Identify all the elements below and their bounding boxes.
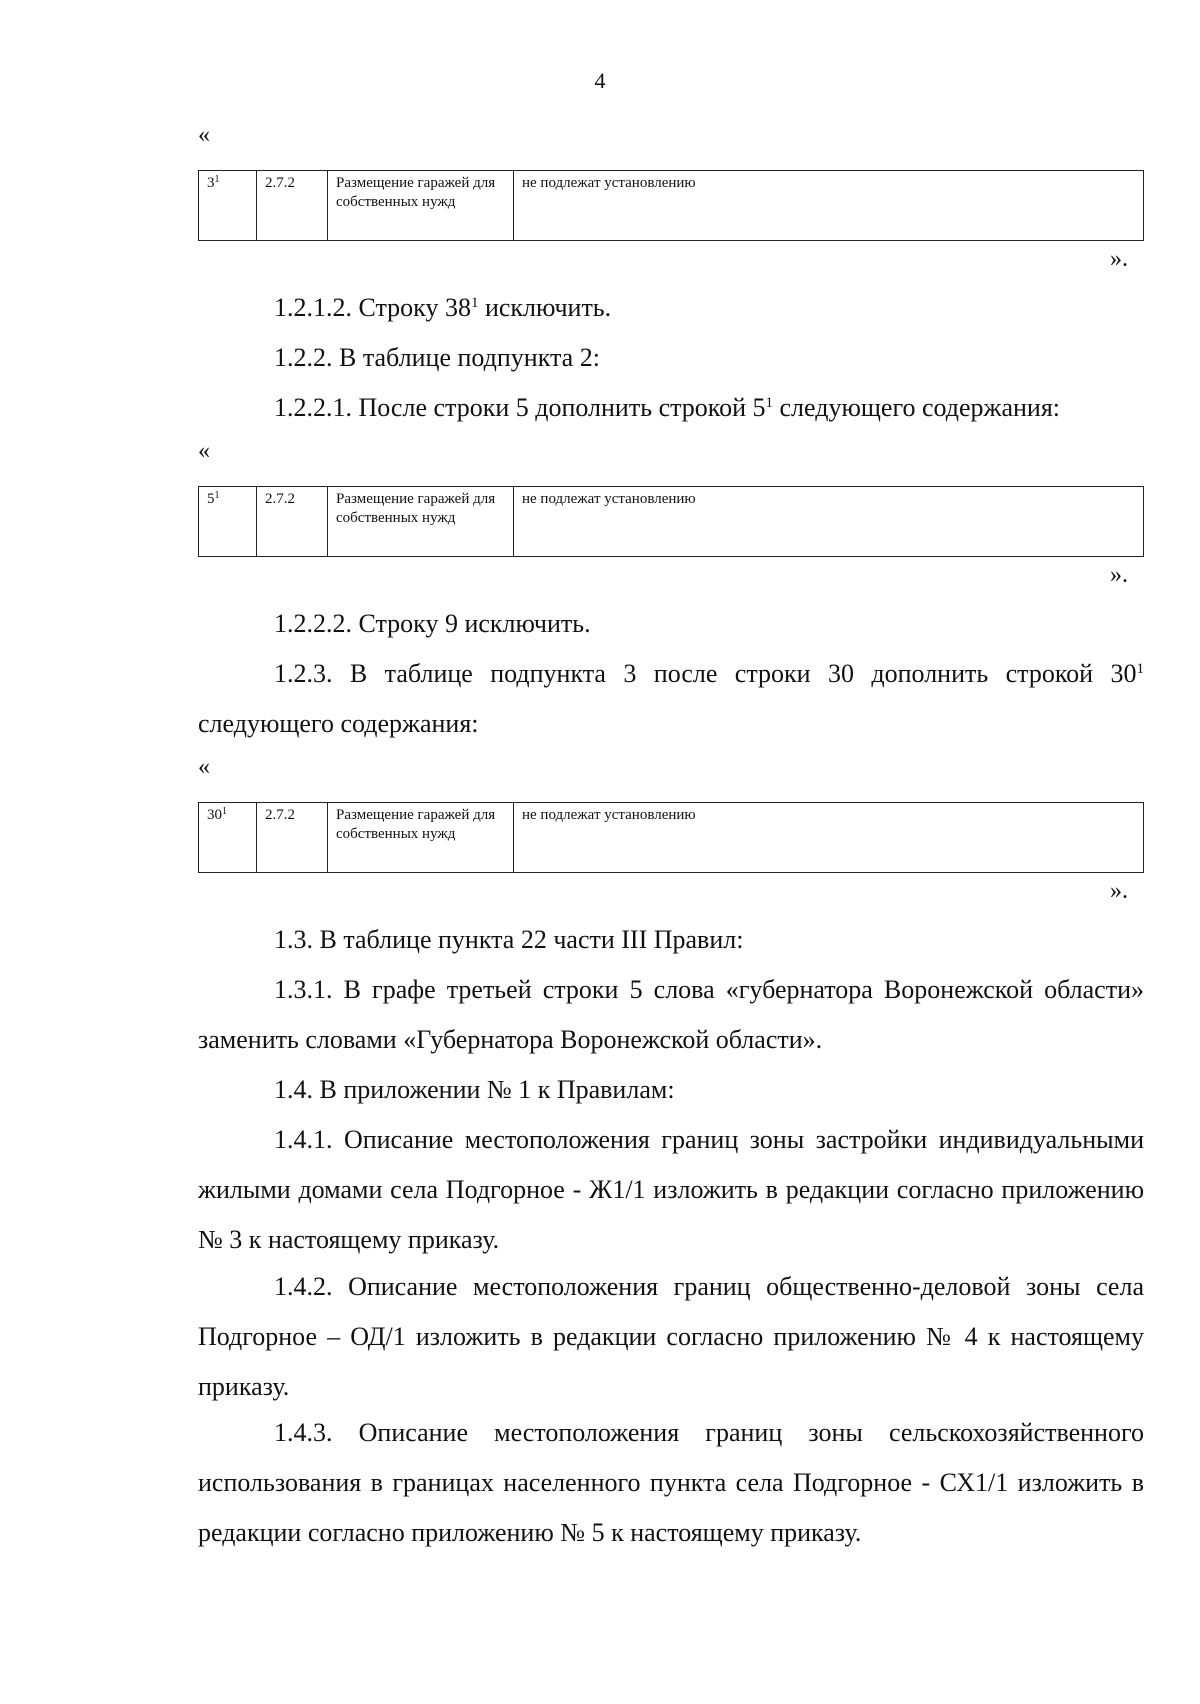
code-cell: 2.7.2 — [257, 171, 328, 241]
paragraph-1-4-1: 1.4.1. Описание местоположения границ зоны застройки индивидуальными жилыми домами села Подгорное - Ж1/1 изложить в редакции согласно приложению № 3 к настоящему приказу. — [198, 1125, 1144, 1254]
row-number-cell: $3^1$ — [199, 171, 257, 241]
row-number-cell: $30^1$ — [199, 803, 257, 873]
value-cell: не подлежат установлению — [514, 803, 1144, 873]
paragraph-1-4-2: 1.4.2. Описание местоположения границ общественно-деловой зоны села Подгорное – ОД/1 изложить в редакции согласно приложению № 4 к настоящему приказу. — [198, 1272, 1144, 1401]
quote-close-2: ». — [1110, 562, 1128, 588]
paragraph-1-3: 1.3. В таблице пункта 22 части III Правил: — [274, 925, 744, 954]
quote-close-1: ». — [1110, 246, 1128, 272]
paragraph-1-4: 1.4. В приложении № 1 к Правилам: — [274, 1075, 675, 1104]
quote-open-1: « — [198, 122, 210, 148]
paragraph-1-2-2-2: 1.2.2.2. Строку 9 исключить. — [274, 609, 591, 638]
table-row-5-1 — [198, 486, 1144, 557]
value-cell: не подлежат установлению — [514, 487, 1144, 557]
table-row-30-1 — [198, 802, 1144, 873]
quote-open-3: « — [198, 754, 210, 780]
table-row-3-1 — [198, 170, 1144, 241]
paragraph-1-2-2: 1.2.2. В таблице подпункта 2: — [274, 343, 600, 372]
use-name-cell: Размещение гаражей для собственных нужд — [328, 803, 514, 873]
paragraph-1-2-3: 1.2.3. В таблице подпункта 3 после строки 30 дополнить строкой $30^1$ следующего содержания: — [198, 659, 1144, 738]
use-name-cell: Размещение гаражей для собственных нужд — [328, 171, 514, 241]
use-name-cell: Размещение гаражей для собственных нужд — [328, 487, 514, 557]
row-number-cell: $5^1$ — [199, 487, 257, 557]
page-number: 4 — [594, 68, 606, 93]
paragraph-1-2-1-2: 1.2.1.2. Строку $38^1$ исключить. — [274, 293, 612, 322]
code-cell: 2.7.2 — [257, 487, 328, 557]
quote-close-3: ». — [1110, 878, 1128, 904]
quote-open-2: « — [198, 438, 210, 464]
paragraph-1-2-2-1: 1.2.2.1. После строки 5 дополнить строкой $5^1$ следующего содержания: — [274, 393, 1061, 422]
value-cell: не подлежат установлению — [514, 171, 1144, 241]
code-cell: 2.7.2 — [257, 803, 328, 873]
paragraph-1-4-3: 1.4.3. Описание местоположения границ зоны сельскохозяйственного использования в границах населенного пункта села Подгорное - СХ1/1 изложить в редакции согласно приложению № 5 к настоящему приказу. — [198, 1418, 1144, 1547]
paragraph-1-3-1: 1.3.1. В графе третьей строки 5 слова «губернатора Воронежской области» заменить словами «Губернатора Воронежской области». — [198, 975, 1144, 1054]
